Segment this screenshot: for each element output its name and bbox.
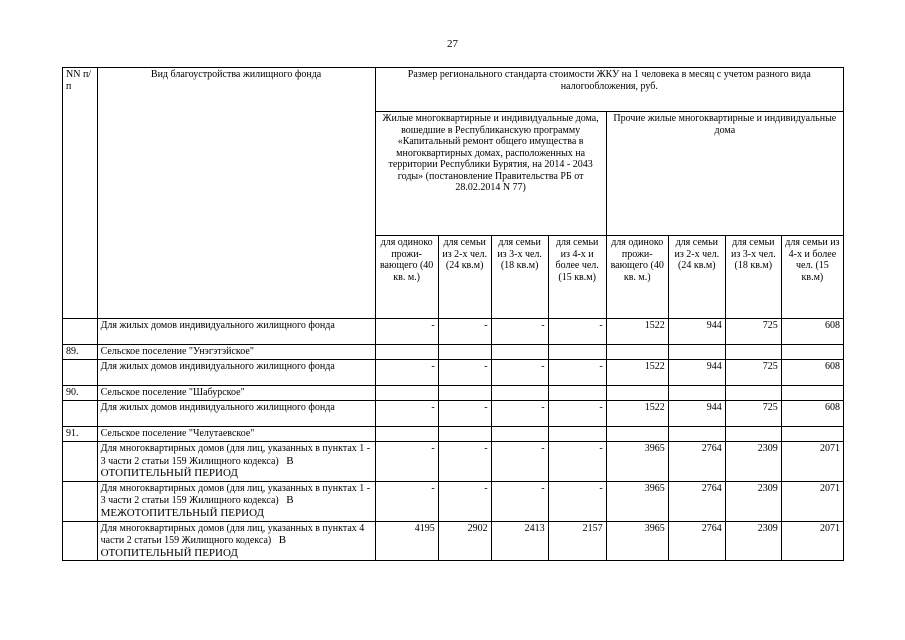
row-number xyxy=(63,319,98,345)
value-cell xyxy=(781,345,843,360)
value-cell: - xyxy=(548,360,606,386)
row-number: 91. xyxy=(63,427,98,442)
value-cell: 4195 xyxy=(375,521,438,561)
value-cell: 3965 xyxy=(606,442,668,482)
header-col: для одиноко прожи-вающего (40 кв. м.) xyxy=(375,236,438,319)
value-cell: 3965 xyxy=(606,481,668,521)
value-cell: 2902 xyxy=(438,521,491,561)
value-cell xyxy=(438,345,491,360)
value-cell: - xyxy=(491,401,548,427)
header-col: для семьи из 3-х чел. (18 кв.м) xyxy=(725,236,781,319)
value-cell xyxy=(606,345,668,360)
value-cell xyxy=(668,427,725,442)
table-row xyxy=(63,521,844,561)
table-row xyxy=(63,319,844,345)
header-num: NN п/п xyxy=(63,68,98,319)
value-cell xyxy=(725,386,781,401)
row-text: Для многоквартирных домов (для лиц, указанных в пунктах 1 - 3 части 2 статьи 159 Жилищного кодекса) xyxy=(100,482,371,507)
row-description xyxy=(97,521,375,561)
value-cell: 2309 xyxy=(725,442,781,482)
row-text: Сельское поселение "Унэгэтэйское" xyxy=(100,346,254,357)
row-text: Для жилых домов индивидуального жилищного фонда xyxy=(100,361,335,372)
header-type: Вид благоустройства жилищного фонда xyxy=(97,68,375,319)
value-cell xyxy=(548,345,606,360)
row-number: 89. xyxy=(63,345,98,360)
settlement-name xyxy=(97,345,375,360)
header-col: для семьи из 4-х и более чел. (15 кв.м) xyxy=(781,236,843,319)
header-col: для семьи из 3-х чел. (18 кв.м) xyxy=(491,236,548,319)
value-cell: 3965 xyxy=(606,521,668,561)
value-cell: 1522 xyxy=(606,360,668,386)
value-cell: - xyxy=(438,481,491,521)
value-cell: - xyxy=(375,442,438,482)
table-row xyxy=(63,481,844,521)
value-cell xyxy=(375,386,438,401)
row-number xyxy=(63,521,98,561)
value-cell: 944 xyxy=(668,401,725,427)
value-cell: - xyxy=(491,442,548,482)
value-cell: 608 xyxy=(781,360,843,386)
settlement-name xyxy=(97,427,375,442)
value-cell: 2071 xyxy=(781,481,843,521)
row-description xyxy=(97,442,375,482)
value-cell: - xyxy=(548,319,606,345)
period-label: В ОТОПИТЕЛЬНЫЙ ПЕРИОД xyxy=(100,534,287,559)
value-cell: 944 xyxy=(668,360,725,386)
header-group-other: Прочие жилые многоквартирные и индивидуальные дома xyxy=(606,112,843,236)
page-number: 27 xyxy=(447,38,458,50)
value-cell: 2764 xyxy=(668,481,725,521)
table-header xyxy=(63,68,844,319)
value-cell: 1522 xyxy=(606,319,668,345)
value-cell: - xyxy=(375,319,438,345)
value-cell xyxy=(491,427,548,442)
value-cell xyxy=(606,427,668,442)
value-cell: 2157 xyxy=(548,521,606,561)
value-cell xyxy=(668,386,725,401)
value-cell: - xyxy=(438,442,491,482)
value-cell xyxy=(548,427,606,442)
value-cell: - xyxy=(491,319,548,345)
value-cell xyxy=(548,386,606,401)
section-row xyxy=(63,427,844,442)
value-cell: 725 xyxy=(725,319,781,345)
value-cell: - xyxy=(438,401,491,427)
section-row xyxy=(63,345,844,360)
header-group-program: Жилые многоквартирные и индивидуальные дома, вошедшие в Республиканскую программу «Капитальный ремонт общего имущества в многоквартирных домах, расположенных на территории Республики Бурятия, на 2014 - 2043 годы» (постановление Правительства РБ от 28.02.2014 N 77) xyxy=(375,112,606,236)
value-cell: 2071 xyxy=(781,521,843,561)
table-row xyxy=(63,401,844,427)
row-number xyxy=(63,481,98,521)
header-col: для семьи из 2-х чел. (24 кв.м) xyxy=(438,236,491,319)
value-cell xyxy=(491,345,548,360)
value-cell: 608 xyxy=(781,401,843,427)
value-cell: - xyxy=(548,481,606,521)
value-cell xyxy=(438,386,491,401)
value-cell xyxy=(668,345,725,360)
value-cell: - xyxy=(548,442,606,482)
row-text: Для жилых домов индивидуального жилищного фонда xyxy=(100,320,335,331)
row-description xyxy=(97,360,375,386)
table-body xyxy=(63,319,844,561)
table-row xyxy=(63,442,844,482)
row-text: Для жилых домов индивидуального жилищного фонда xyxy=(100,402,335,413)
value-cell: 2071 xyxy=(781,442,843,482)
row-number xyxy=(63,360,98,386)
section-row xyxy=(63,386,844,401)
value-cell xyxy=(375,427,438,442)
value-cell: 608 xyxy=(781,319,843,345)
value-cell: - xyxy=(491,481,548,521)
tariff-table xyxy=(62,67,844,561)
row-text: Для многоквартирных домов (для лиц, указанных в пунктах 1 - 3 части 2 статьи 159 Жилищного кодекса) xyxy=(100,443,371,467)
value-cell xyxy=(375,345,438,360)
value-cell: - xyxy=(491,360,548,386)
value-cell xyxy=(725,427,781,442)
value-cell: 2764 xyxy=(668,442,725,482)
row-description xyxy=(97,481,375,521)
row-text: Для многоквартирных домов (для лиц, указанных в пунктах 4 части 2 статьи 159 Жилищного кодекса) xyxy=(100,522,365,547)
row-description xyxy=(97,401,375,427)
table-row xyxy=(63,360,844,386)
value-cell: 944 xyxy=(668,319,725,345)
header-col: для одиноко прожи-вающего (40 кв. м.) xyxy=(606,236,668,319)
row-text: Сельское поселение "Челутаевское" xyxy=(100,428,255,439)
value-cell: - xyxy=(375,481,438,521)
value-cell xyxy=(781,386,843,401)
value-cell: - xyxy=(548,401,606,427)
header-col: для семьи из 4-х и более чел. (15 кв.м) xyxy=(548,236,606,319)
row-number: 90. xyxy=(63,386,98,401)
row-number xyxy=(63,401,98,427)
value-cell: 2309 xyxy=(725,521,781,561)
value-cell xyxy=(438,427,491,442)
period-label: В ОТОПИТЕЛЬНЫЙ ПЕРИОД xyxy=(100,454,294,480)
value-cell: 2309 xyxy=(725,481,781,521)
row-number xyxy=(63,442,98,482)
value-cell xyxy=(606,386,668,401)
header-col: для семьи из 2-х чел. (24 кв.м) xyxy=(668,236,725,319)
row-text: Сельское поселение "Шабурское" xyxy=(100,387,245,398)
value-cell: - xyxy=(438,360,491,386)
value-cell: - xyxy=(375,360,438,386)
settlement-name xyxy=(97,386,375,401)
row-description xyxy=(97,319,375,345)
value-cell: 2413 xyxy=(491,521,548,561)
value-cell: - xyxy=(375,401,438,427)
value-cell: 725 xyxy=(725,401,781,427)
value-cell xyxy=(725,345,781,360)
value-cell: - xyxy=(438,319,491,345)
value-cell: 2764 xyxy=(668,521,725,561)
header-size: Размер регионального стандарта стоимости ЖКУ на 1 человека в месяц с учетом разного вида налогообложения, руб. xyxy=(375,68,843,112)
value-cell: 1522 xyxy=(606,401,668,427)
value-cell: 725 xyxy=(725,360,781,386)
period-label: В МЕЖОТОПИТЕЛЬНЫЙ ПЕРИОД xyxy=(100,494,294,519)
value-cell xyxy=(781,427,843,442)
value-cell xyxy=(491,386,548,401)
